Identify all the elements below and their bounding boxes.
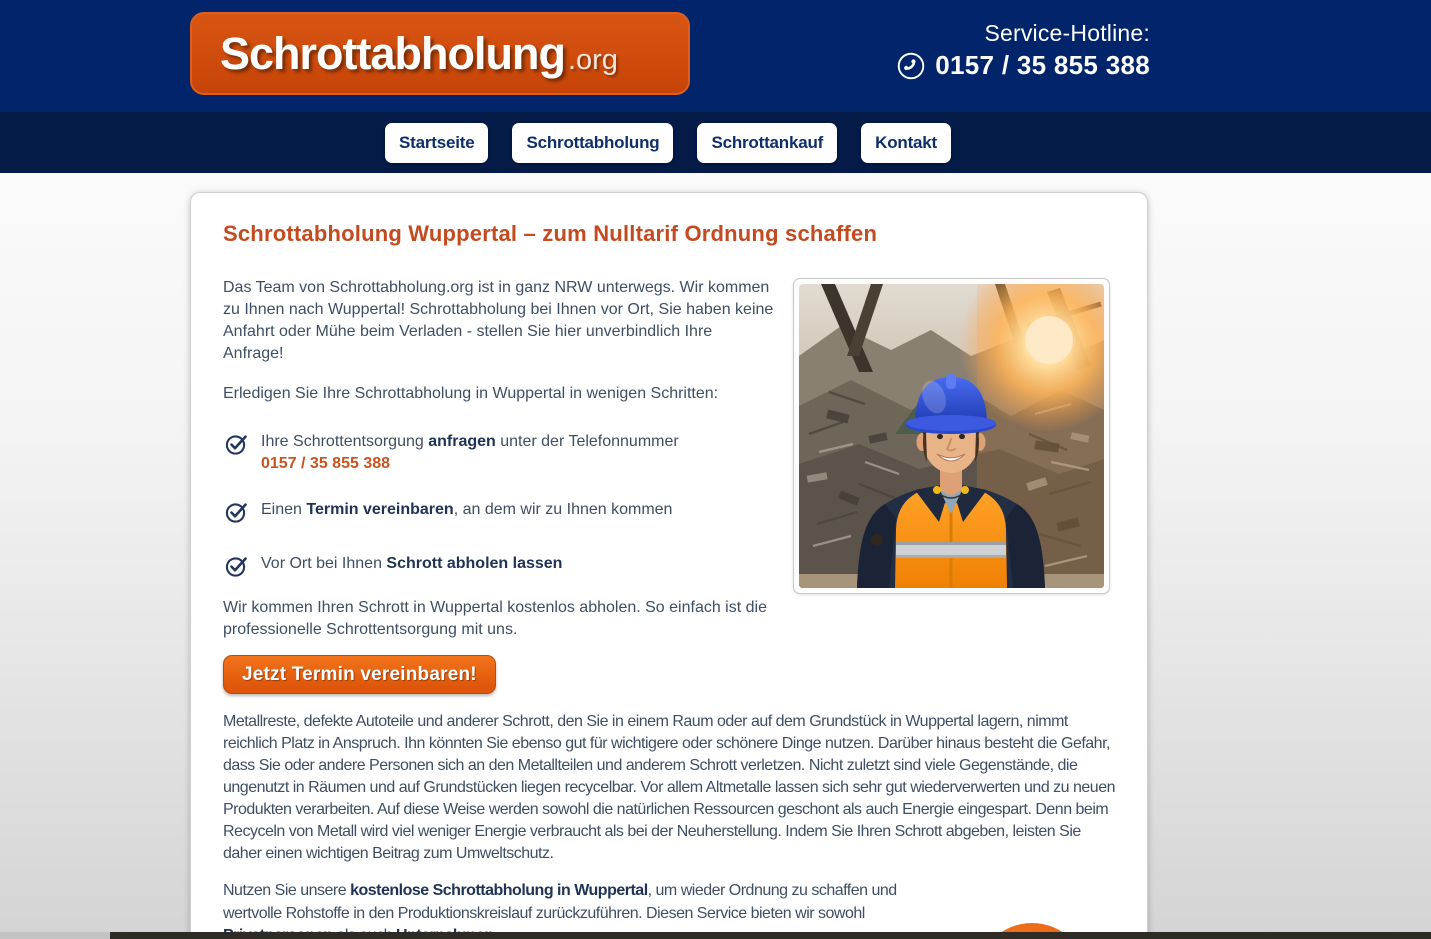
check-circle-icon — [225, 499, 249, 529]
brand-logo[interactable] — [190, 12, 690, 95]
nav-item-kontakt[interactable]: Kontakt — [861, 123, 951, 163]
worker-photo-illustration — [799, 284, 1104, 588]
content-card — [190, 192, 1148, 939]
worker-photo-frame — [793, 278, 1110, 594]
bottom-left-gray-strip — [0, 932, 110, 939]
nav-item-schrottabholung[interactable]: Schrottabholung — [512, 123, 673, 163]
checklist-item — [225, 431, 790, 475]
checklist-item-text: Ihre Schrottentsorgung anfragen unter der Telefonnummer 0157 / 35 855 388 — [261, 431, 679, 475]
nav-item-startseite[interactable]: Startseite — [385, 123, 488, 163]
nav-item-schrottankauf[interactable]: Schrottankauf — [697, 123, 837, 163]
header-bar — [0, 0, 1431, 112]
hotline-label: Service-Hotline: — [984, 20, 1150, 46]
checklist-item-text: Vor Ort bei Ihnen Schrott abholen lassen — [261, 555, 563, 572]
hotline-phone-number[interactable]: 0157 / 35 855 388 — [935, 50, 1150, 80]
summary-paragraph: Wir kommen Ihren Schrott in Wuppertal kostenlos abholen. So einfach ist die professionelle Schrottentsorgung mit uns. — [223, 599, 767, 638]
checklist-item — [225, 553, 790, 583]
check-circle-icon — [225, 431, 249, 475]
service-hotline — [897, 20, 1150, 81]
steps-intro-paragraph: Erledigen Sie Ihre Schrottabholung in Wuppertal in wenigen Schritten: — [223, 385, 719, 402]
intro-paragraph: Das Team von Schrottabholung.org ist in ganz NRW unterwegs. Wir kommen zu Ihnen nach Wuppertal! Schrottabholung bei Ihnen vor Ort, Sie haben keine Anfahrt oder Mühe beim Verladen - stellen Sie hier unverbindlich Ihre Anfrage! — [223, 279, 774, 362]
checklist-phone-number[interactable]: 0157 / 35 855 388 — [261, 455, 391, 472]
checklist-item — [225, 499, 790, 529]
steps-checklist — [225, 431, 790, 607]
outro-paragraph: Nutzen Sie unsere kostenlose Schrottabholung in Wuppertal, um wieder Ordnung zu schaffen und wertvolle Rohstoffe in den Produktionskreislauf zurückzuführen. Diesen Service bieten wir sowohl — [223, 882, 897, 922]
checklist-item-text: Einen Termin vereinbaren, an dem wir zu Ihnen kommen — [261, 501, 673, 518]
bottom-dark-bar — [110, 932, 1431, 939]
phone-icon — [897, 52, 925, 80]
body-paragraph: Metallreste, defekte Autoteile und anderer Schrott, den Sie in einem Raum oder auf dem Grundstück in Wuppertal lagern, nimmt reichlich Platz in Anspruch. Ihn könnten Sie ebenso gut für wichtigere oder schönere Dinge nutzen. Darüber hinaus besteht die Gefahr, dass Sie oder andere Personen sich an den Metallteilen und anderem Schrott verletzen. Nicht zuletzt sind viele Gegenstände, die ungenutzt in Räumen und auf Grundstücken liegen recycelbar. Vor allem Altmetalle lassen sich sehr gut wiederverwerten und zu neuen Produkten verarbeiten. Auf diese Weise werden sowohl die natürlichen Ressourcen geschont als auch Energie eingespart. Denn beim Recyceln von Metall wird viel weniger Energie verbraucht als bei der Neuherstellung. Indem Sie Ihren Schrott abgeben, leisten Sie daher einen wichtigen Beitrag zum Umweltschutz. — [223, 713, 1115, 862]
check-circle-icon — [225, 553, 249, 583]
main-navigation — [0, 112, 1431, 173]
brand-logo-tld: .org — [567, 44, 618, 76]
brand-logo-name: Schrottabholung — [220, 27, 565, 79]
page-title: Schrottabholung Wuppertal – zum Nulltarif Ordnung schaffen — [223, 221, 878, 246]
cta-appointment-button[interactable]: Jetzt Termin vereinbaren! — [223, 655, 496, 694]
